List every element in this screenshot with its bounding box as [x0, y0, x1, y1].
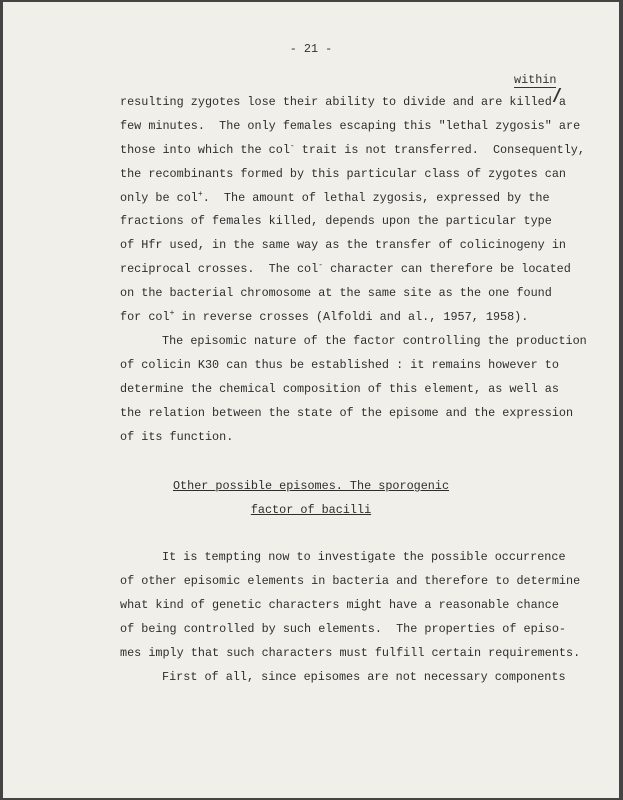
- text-line: determine the chemical composition of this element, as well as: [120, 382, 559, 396]
- text-line: resulting zygotes lose their ability to divide and are killed a: [120, 95, 566, 109]
- document-page: [3, 2, 619, 798]
- text-line: of other episomic elements in bacteria and therefore to determine: [120, 574, 581, 588]
- text-line: of Hfr used, in the same way as the transfer of colicinogeny in: [120, 238, 566, 252]
- handwritten-insertion: within: [514, 73, 557, 87]
- text-line: fractions of females killed, depends upon the particular type: [120, 214, 552, 228]
- text-line: mes imply that such characters must fulfill certain requirements.: [120, 646, 581, 660]
- text-line: the relation between the state of the episome and the expression: [120, 406, 574, 420]
- text-line: for col+ in reverse crosses (Alfoldi and al., 1957, 1958).: [120, 309, 529, 324]
- text-line: of colicin K30 can thus be established : it remains however to: [120, 358, 559, 372]
- text-line: of being controlled by such elements. The properties of episo-: [120, 622, 566, 636]
- text-line: few minutes. The only females escaping this "lethal zygosis" are: [120, 119, 581, 133]
- text-line: what kind of genetic characters might have a reasonable chance: [120, 598, 559, 612]
- text-line: First of all, since episomes are not necessary components: [162, 670, 566, 684]
- section-heading: factor of bacilli: [250, 503, 372, 517]
- text-line: the recombinants formed by this particular class of zygotes can: [120, 167, 566, 181]
- page-number: - 21 -: [289, 42, 333, 56]
- section-heading: Other possible episomes. The sporogenic: [172, 479, 450, 493]
- text-line: reciprocal crosses. The col- character can therefore be located: [120, 261, 571, 276]
- text-line: only be col+. The amount of lethal zygosis, expressed by the: [120, 190, 550, 205]
- text-line: on the bacterial chromosome at the same site as the one found: [120, 286, 552, 300]
- text-line: The episomic nature of the factor controlling the production: [162, 334, 587, 348]
- text-line: It is tempting now to investigate the possible occurrence: [162, 550, 566, 564]
- text-line: of its function.: [120, 430, 234, 444]
- text-line: those into which the col- trait is not transferred. Consequently,: [120, 142, 585, 157]
